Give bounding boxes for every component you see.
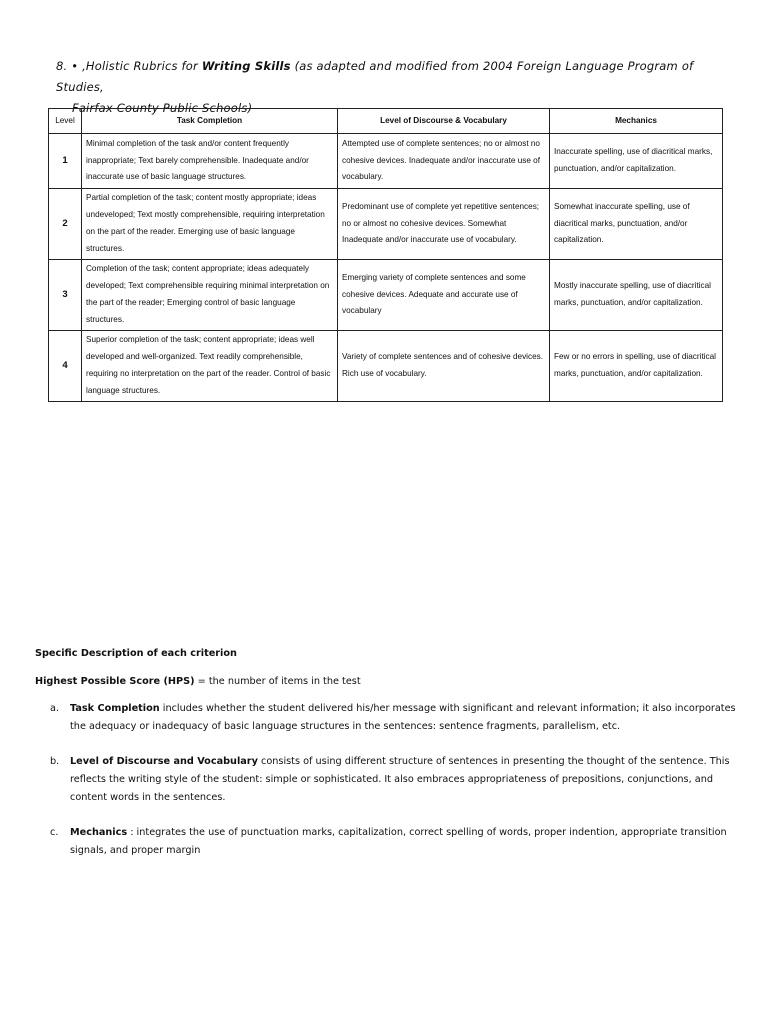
discourse-cell: Variety of complete sentences and of cohesive devices. Rich use of vocabulary. — [338, 331, 550, 402]
item-label: Task Completion — [70, 703, 160, 714]
header-mechanics: Mechanics — [550, 109, 723, 134]
mechanics-cell: Somewhat inaccurate spelling, use of diacritical marks, punctuation, and/or capitalization. — [550, 189, 723, 260]
header-level: Level — [49, 109, 82, 134]
mechanics-cell: Few or no errors in spelling, use of diacritical marks, punctuation, and/or capitalization. — [550, 331, 723, 402]
item-marker: a. — [50, 703, 60, 714]
hps-label: Highest Possible Score (HPS) — [35, 676, 195, 687]
hps-line — [35, 676, 735, 687]
rubric-table — [48, 108, 723, 402]
specific-description-title: Specific Description of each criterion — [35, 648, 237, 659]
heading-emphasis: Writing Skills — [201, 59, 291, 73]
hps-text: = the number of items in the test — [197, 676, 361, 687]
task-cell: Completion of the task; content appropriate; ideas adequately developed; Text comprehensible requiring minimal interpretation on the part of the reader; Emerging control of basic language structures. — [82, 260, 338, 331]
discourse-cell: Emerging variety of complete sentences and some cohesive devices. Adequate and accurate use of vocabulary — [338, 260, 550, 331]
item-label: Mechanics — [70, 827, 128, 838]
criterion-item-a — [50, 700, 740, 736]
table-header-row — [49, 109, 723, 134]
task-cell: Minimal completion of the task and/or content frequently inappropriate; Text barely comprehensible. Inadequate and/or inaccurate use of basic language structures. — [82, 134, 338, 189]
table-row — [49, 260, 723, 331]
task-cell: Superior completion of the task; content appropriate; ideas well developed and well-organized. Text readily comprehensible, requiring no interpretation on the part of the reader. Control of basic language structures. — [82, 331, 338, 402]
item-text: includes whether the student delivered his/her message with significant and relevant information; it also incorporates the adequacy or inadequacy of basic language structures in the sentences: sentence fragments, parallelism, etc. — [70, 703, 736, 732]
header-task-completion: Task Completion — [82, 109, 338, 134]
criterion-item-b — [50, 753, 740, 807]
level-cell: 2 — [49, 189, 82, 260]
heading-line2: Fairfax County Public Schools) — [72, 101, 253, 115]
heading-prefix: ,Holistic Rubrics for — [82, 59, 198, 73]
level-cell: 1 — [49, 134, 82, 189]
heading-number: 8. — [56, 59, 68, 73]
table-row — [49, 189, 723, 260]
mechanics-cell: Inaccurate spelling, use of diacritical marks, punctuation, and/or capitalization. — [550, 134, 723, 189]
header-discourse-vocabulary: Level of Discourse & Vocabulary — [338, 109, 550, 134]
heading-suffix: (as adapted and modified from 2004 Foreign Language Program of Studies, — [56, 59, 694, 94]
mechanics-cell: Mostly inaccurate spelling, use of diacritical marks, punctuation, and/or capitalization. — [550, 260, 723, 331]
item-label: Level of Discourse and Vocabulary — [70, 756, 258, 767]
task-cell: Partial completion of the task; content mostly appropriate; ideas undeveloped; Text mostly comprehensible, requiring interpretation on the part of the reader. Emerging use of basic language structures. — [82, 189, 338, 260]
table-row — [49, 134, 723, 189]
table-row — [49, 331, 723, 402]
discourse-cell: Attempted use of complete sentences; no or almost no cohesive devices. Inadequate and/or inaccurate use of vocabulary. — [338, 134, 550, 189]
discourse-cell: Predominant use of complete yet repetitive sentences; no or almost no cohesive devices. Somewhat Inadequate and/or inaccurate use of vocabulary. — [338, 189, 550, 260]
criterion-item-c — [50, 824, 740, 860]
heading-bullet: • — [71, 59, 79, 73]
level-cell: 3 — [49, 260, 82, 331]
item-marker: c. — [50, 827, 59, 838]
item-text: consists of using different structure of sentences in presenting the thought of the sentence. This reflects the writing style of the student: simple or sophisticated. It also embraces appropriateness of prepositions, conjunctions, and content words in the sentences. — [70, 756, 730, 803]
item-text: : integrates the use of punctuation marks, capitalization, correct spelling of words, proper indention, appropriate transition signals, and proper margin — [70, 827, 727, 856]
item-marker: b. — [50, 756, 60, 767]
level-cell: 4 — [49, 331, 82, 402]
